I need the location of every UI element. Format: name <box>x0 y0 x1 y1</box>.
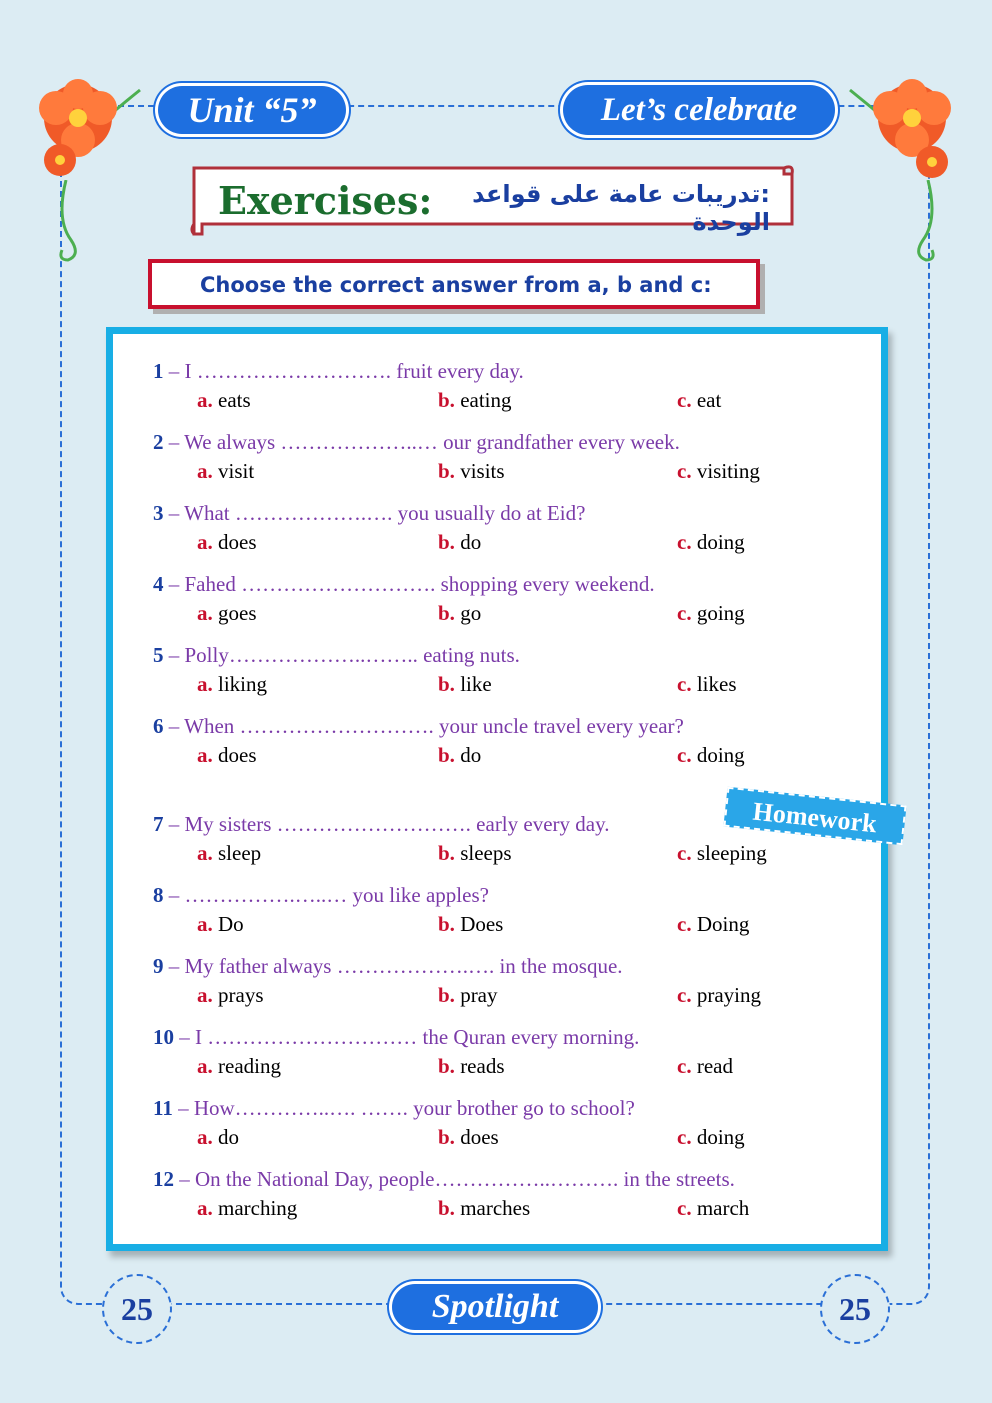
option-letter: c. <box>677 1054 692 1078</box>
option-a[interactable] <box>197 459 254 484</box>
option-text: visits <box>460 459 505 483</box>
question-number: 2 <box>153 430 164 454</box>
option-letter: b. <box>438 743 455 767</box>
option-c[interactable] <box>677 743 745 768</box>
question-stem <box>153 501 585 526</box>
unit-label: Unit “5” <box>158 86 346 134</box>
question-stem <box>153 1096 635 1121</box>
option-c[interactable] <box>677 841 767 866</box>
options-row <box>153 530 745 560</box>
question-number: 10 <box>153 1025 174 1049</box>
option-letter: c. <box>677 388 692 412</box>
option-text: does <box>218 530 257 554</box>
option-text: marching <box>218 1196 298 1220</box>
question-item <box>153 1096 745 1155</box>
question-text: – My father always ……………….…. in the mosque. <box>163 954 623 978</box>
option-letter: b. <box>438 912 455 936</box>
option-c[interactable] <box>677 459 760 484</box>
options-row <box>153 1054 733 1084</box>
question-number: 3 <box>153 501 164 525</box>
option-text: marches <box>460 1196 531 1220</box>
question-item <box>153 572 745 631</box>
option-letter: a. <box>197 601 213 625</box>
vine-left-icon <box>46 180 96 270</box>
option-letter: a. <box>197 1196 213 1220</box>
question-number: 7 <box>153 812 164 836</box>
option-b[interactable] <box>438 912 503 937</box>
option-letter: a. <box>197 1125 213 1149</box>
options-row <box>153 672 737 702</box>
option-text: does <box>460 1125 499 1149</box>
question-text: – …………….…..… you like apples? <box>163 883 489 907</box>
options-row <box>153 601 745 631</box>
option-a[interactable] <box>197 530 257 555</box>
option-b[interactable] <box>438 841 512 866</box>
option-letter: b. <box>438 841 455 865</box>
option-letter: b. <box>438 983 455 1007</box>
question-item <box>153 954 761 1013</box>
question-number: 11 <box>153 1096 173 1120</box>
option-letter: c. <box>677 841 692 865</box>
option-letter: c. <box>677 459 692 483</box>
option-text: sleep <box>218 841 262 865</box>
question-item <box>153 812 767 871</box>
question-number: 12 <box>153 1167 174 1191</box>
homework-badge: Homework <box>723 787 906 846</box>
question-number: 5 <box>153 643 164 667</box>
option-a[interactable] <box>197 601 257 626</box>
option-a[interactable] <box>197 672 267 697</box>
option-c[interactable] <box>677 672 737 697</box>
question-stem <box>153 883 489 908</box>
page-number-left: 25 <box>102 1274 172 1344</box>
option-text: visit <box>218 459 255 483</box>
option-text: praying <box>696 983 761 1007</box>
option-c[interactable] <box>677 912 749 937</box>
option-letter: c. <box>677 1125 692 1149</box>
option-text: visiting <box>696 459 760 483</box>
question-number: 9 <box>153 954 164 978</box>
question-stem <box>153 572 655 597</box>
exercises-title: Exercises: <box>218 178 433 223</box>
question-stem <box>153 714 684 739</box>
option-text: march <box>696 1196 750 1220</box>
options-row <box>153 841 767 871</box>
options-row <box>153 912 750 942</box>
page-number-right: 25 <box>820 1274 890 1344</box>
option-text: reads <box>460 1054 505 1078</box>
question-number: 8 <box>153 883 164 907</box>
flower-corner-top-left <box>30 70 150 180</box>
option-letter: b. <box>438 1054 455 1078</box>
option-text: doing <box>696 1125 745 1149</box>
flower-corner-top-right <box>840 70 960 180</box>
option-text: Does <box>460 912 504 936</box>
question-item <box>153 1167 750 1226</box>
question-text: – Polly………………..…….. eating nuts. <box>163 643 520 667</box>
option-letter: a. <box>197 1054 213 1078</box>
option-text: goes <box>218 601 257 625</box>
option-text: eat <box>696 388 722 412</box>
option-letter: a. <box>197 388 213 412</box>
option-letter: c. <box>677 743 692 767</box>
vine-right-icon <box>898 180 948 270</box>
option-text: going <box>696 601 745 625</box>
option-text: sleeps <box>460 841 512 865</box>
option-text: likes <box>696 672 737 696</box>
option-a[interactable] <box>197 388 251 413</box>
option-letter: b. <box>438 459 455 483</box>
question-text: – I ………………………. fruit every day. <box>163 359 524 383</box>
option-b[interactable] <box>438 459 505 484</box>
question-text: – On the National Day, people……………..………. in the streets. <box>174 1167 735 1191</box>
option-text: Doing <box>696 912 750 936</box>
option-c[interactable] <box>677 1125 745 1150</box>
option-text: doing <box>696 743 745 767</box>
question-number: 4 <box>153 572 164 596</box>
option-b[interactable] <box>438 601 481 626</box>
question-item <box>153 501 745 560</box>
option-letter: a. <box>197 983 213 1007</box>
question-text: – What ……………….…. you usually do at Eid? <box>163 501 586 525</box>
option-letter: b. <box>438 530 455 554</box>
option-c[interactable] <box>677 1196 749 1221</box>
option-b[interactable] <box>438 388 512 413</box>
option-b[interactable] <box>438 1054 505 1079</box>
option-b[interactable] <box>438 672 492 697</box>
options-row <box>153 743 745 773</box>
option-text: liking <box>218 672 268 696</box>
option-a[interactable] <box>197 841 261 866</box>
question-stem <box>153 643 520 668</box>
option-a[interactable] <box>197 1054 281 1079</box>
option-letter: a. <box>197 530 213 554</box>
option-letter: a. <box>197 841 213 865</box>
question-text: – I ………………………… the Quran every morning. <box>174 1025 640 1049</box>
option-letter: b. <box>438 1196 455 1220</box>
question-stem <box>153 954 623 979</box>
option-letter: a. <box>197 743 213 767</box>
option-text: prays <box>218 983 264 1007</box>
option-text: do <box>218 1125 239 1149</box>
option-text: sleeping <box>696 841 767 865</box>
option-letter: c. <box>677 983 692 1007</box>
option-letter: c. <box>677 1196 692 1220</box>
option-text: Do <box>218 912 244 936</box>
question-item <box>153 883 750 942</box>
option-c[interactable] <box>677 530 745 555</box>
options-row <box>153 1196 750 1226</box>
options-row <box>153 983 761 1013</box>
option-letter: c. <box>677 601 692 625</box>
option-a[interactable] <box>197 912 244 937</box>
question-text: – We always ………………..… our grandfather every week. <box>163 430 680 454</box>
question-number: 1 <box>153 359 164 383</box>
question-number: 6 <box>153 714 164 738</box>
option-text: eats <box>218 388 251 412</box>
question-item <box>153 643 737 702</box>
option-text: go <box>460 601 482 625</box>
option-letter: a. <box>197 459 213 483</box>
option-text: doing <box>696 530 745 554</box>
option-b[interactable] <box>438 1196 530 1221</box>
option-letter: b. <box>438 601 455 625</box>
question-stem <box>153 430 680 455</box>
option-letter: c. <box>677 672 692 696</box>
option-text: eating <box>460 388 512 412</box>
question-item <box>153 714 745 773</box>
question-text: – When ………………………. your uncle travel every year? <box>163 714 684 738</box>
option-c[interactable] <box>677 1054 733 1079</box>
question-item <box>153 1025 733 1084</box>
option-b[interactable] <box>438 1125 499 1150</box>
instruction-box <box>148 259 760 309</box>
question-text: – How…………..…. ……. your brother go to school? <box>172 1096 635 1120</box>
topic-label: Let’s celebrate <box>563 85 835 135</box>
question-stem <box>153 812 609 837</box>
option-b[interactable] <box>438 743 481 768</box>
option-b[interactable] <box>438 530 481 555</box>
option-c[interactable] <box>677 601 745 626</box>
option-text: do <box>460 743 482 767</box>
question-item <box>153 430 760 489</box>
option-text: do <box>460 530 482 554</box>
option-text: reading <box>218 1054 281 1078</box>
question-stem <box>153 1167 735 1192</box>
options-row <box>153 388 722 418</box>
option-a[interactable] <box>197 1196 297 1221</box>
option-text: read <box>696 1054 733 1078</box>
option-text: pray <box>460 983 498 1007</box>
question-box <box>106 327 888 1251</box>
option-a[interactable] <box>197 1125 239 1150</box>
question-text: – My sisters ………………………. early every day. <box>163 812 610 836</box>
arabic-subtitle: :تدريبات عامة على قواعد الوحدة <box>472 180 770 236</box>
option-b[interactable] <box>438 983 498 1008</box>
question-stem <box>153 1025 639 1050</box>
question-stem <box>153 359 524 384</box>
option-letter: b. <box>438 388 455 412</box>
option-c[interactable] <box>677 983 761 1008</box>
option-a[interactable] <box>197 983 264 1008</box>
question-item <box>153 359 722 418</box>
options-row <box>153 1125 745 1155</box>
instruction-text: Choose the correct answer from a, b and c: <box>200 273 712 297</box>
option-text: does <box>218 743 257 767</box>
option-letter: b. <box>438 1125 455 1149</box>
option-letter: b. <box>438 672 455 696</box>
option-letter: c. <box>677 530 692 554</box>
question-text: – Fahed ………………………. shopping every weekend. <box>163 572 655 596</box>
option-a[interactable] <box>197 743 257 768</box>
option-letter: a. <box>197 912 213 936</box>
options-row <box>153 459 760 489</box>
option-letter: a. <box>197 672 213 696</box>
option-c[interactable] <box>677 388 721 413</box>
brand-label: Spotlight <box>392 1284 598 1330</box>
option-text: like <box>460 672 492 696</box>
option-letter: c. <box>677 912 692 936</box>
